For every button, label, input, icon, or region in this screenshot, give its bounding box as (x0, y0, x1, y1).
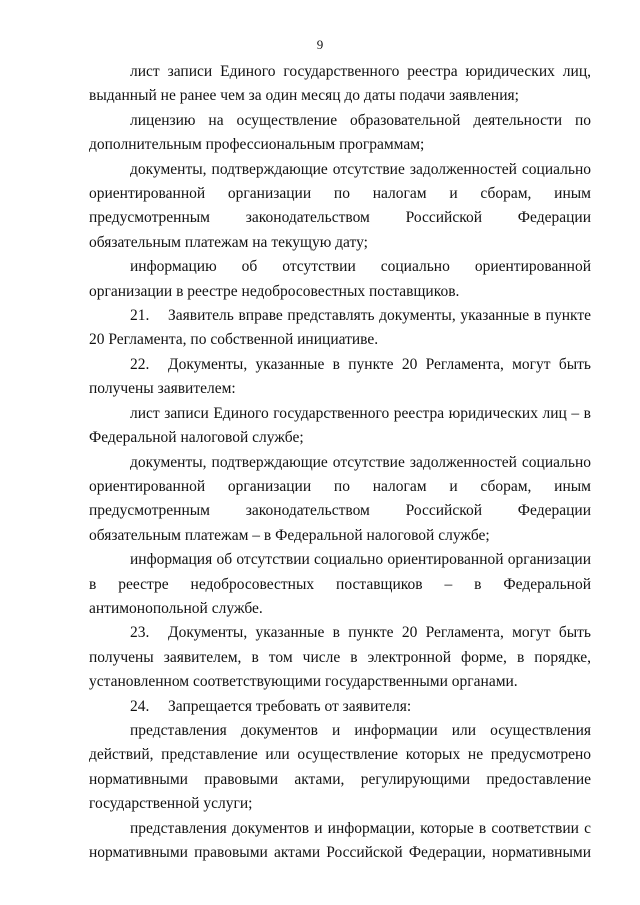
clause-number: 24. (130, 697, 150, 715)
clause-text: Документы, указанные в пункте 20 Регламента, могут быть получены заявителем: (89, 355, 591, 398)
paragraph-egrul-source: лист записи Единого государственного реестра юридических лиц – в Федеральной налоговой службе; (89, 404, 591, 447)
page-number: 9 (316, 37, 324, 52)
paragraph-clause-23 (89, 621, 591, 694)
paragraph-prohibition-1: представления документов и информации или осуществления действий, представление или осуществление которых не предусмотрено нормативными правовыми актами, регулирующими предоставление государственной услуги; (89, 721, 591, 813)
paragraph-clause-22 (89, 353, 591, 402)
paragraph-egrul-record: лист записи Единого государственного реестра юридических лиц, выданный не ранее чем за один месяц до даты подачи заявления; (89, 63, 591, 105)
clause-text: Документы, указанные в пункте 20 Регламента, могут быть получены заявителем, в том числе в электронной форме, в порядке, установленном соответствующими государственными органами. (89, 624, 591, 691)
document-body (89, 60, 591, 865)
clause-number: 23. (130, 624, 150, 642)
clause-number: 21. (130, 307, 150, 325)
paragraph-license: лицензию на осуществление образовательной деятельности по дополнительным профессиональным программам; (89, 111, 591, 154)
paragraph-prohibition-2: представления документов и информации, которые в соответствии с нормативными правовыми актами Российской Федерации, нормативными (89, 819, 591, 861)
paragraph-unfair-suppliers-info: информацию об отсутствии социально ориентированной организации в реестре недобросовестных поставщиков. (89, 258, 591, 300)
paragraph-clause-21 (89, 304, 591, 353)
paragraph-no-debt-documents: документы, подтверждающие отсутствие задолженностей социально ориентированной организации по налогам и сборам, иным предусмотренным законодательством Российской Федерации обязательным платежам на текущую дату; (89, 160, 591, 251)
paragraph-clause-24 (89, 695, 591, 719)
paragraph-unfair-suppliers-source: информация об отсутствии социально ориентированной организации в реестре недобросовестных поставщиков – в Федеральной антимонопольной службе. (89, 551, 591, 617)
clause-text: Запрещается требовать от заявителя: (168, 697, 412, 715)
clause-number: 22. (130, 355, 150, 373)
clause-text: Заявитель вправе представлять документы, указанные в пункте 20 Регламента, по собственной инициативе. (89, 307, 591, 349)
paragraph-no-debt-source: документы, подтверждающие отсутствие задолженностей социально ориентированной организации по налогам и сборам, иным предусмотренным законодательством Российской Федерации обязательным платежам – в Федеральной налоговой службе; (89, 453, 591, 544)
